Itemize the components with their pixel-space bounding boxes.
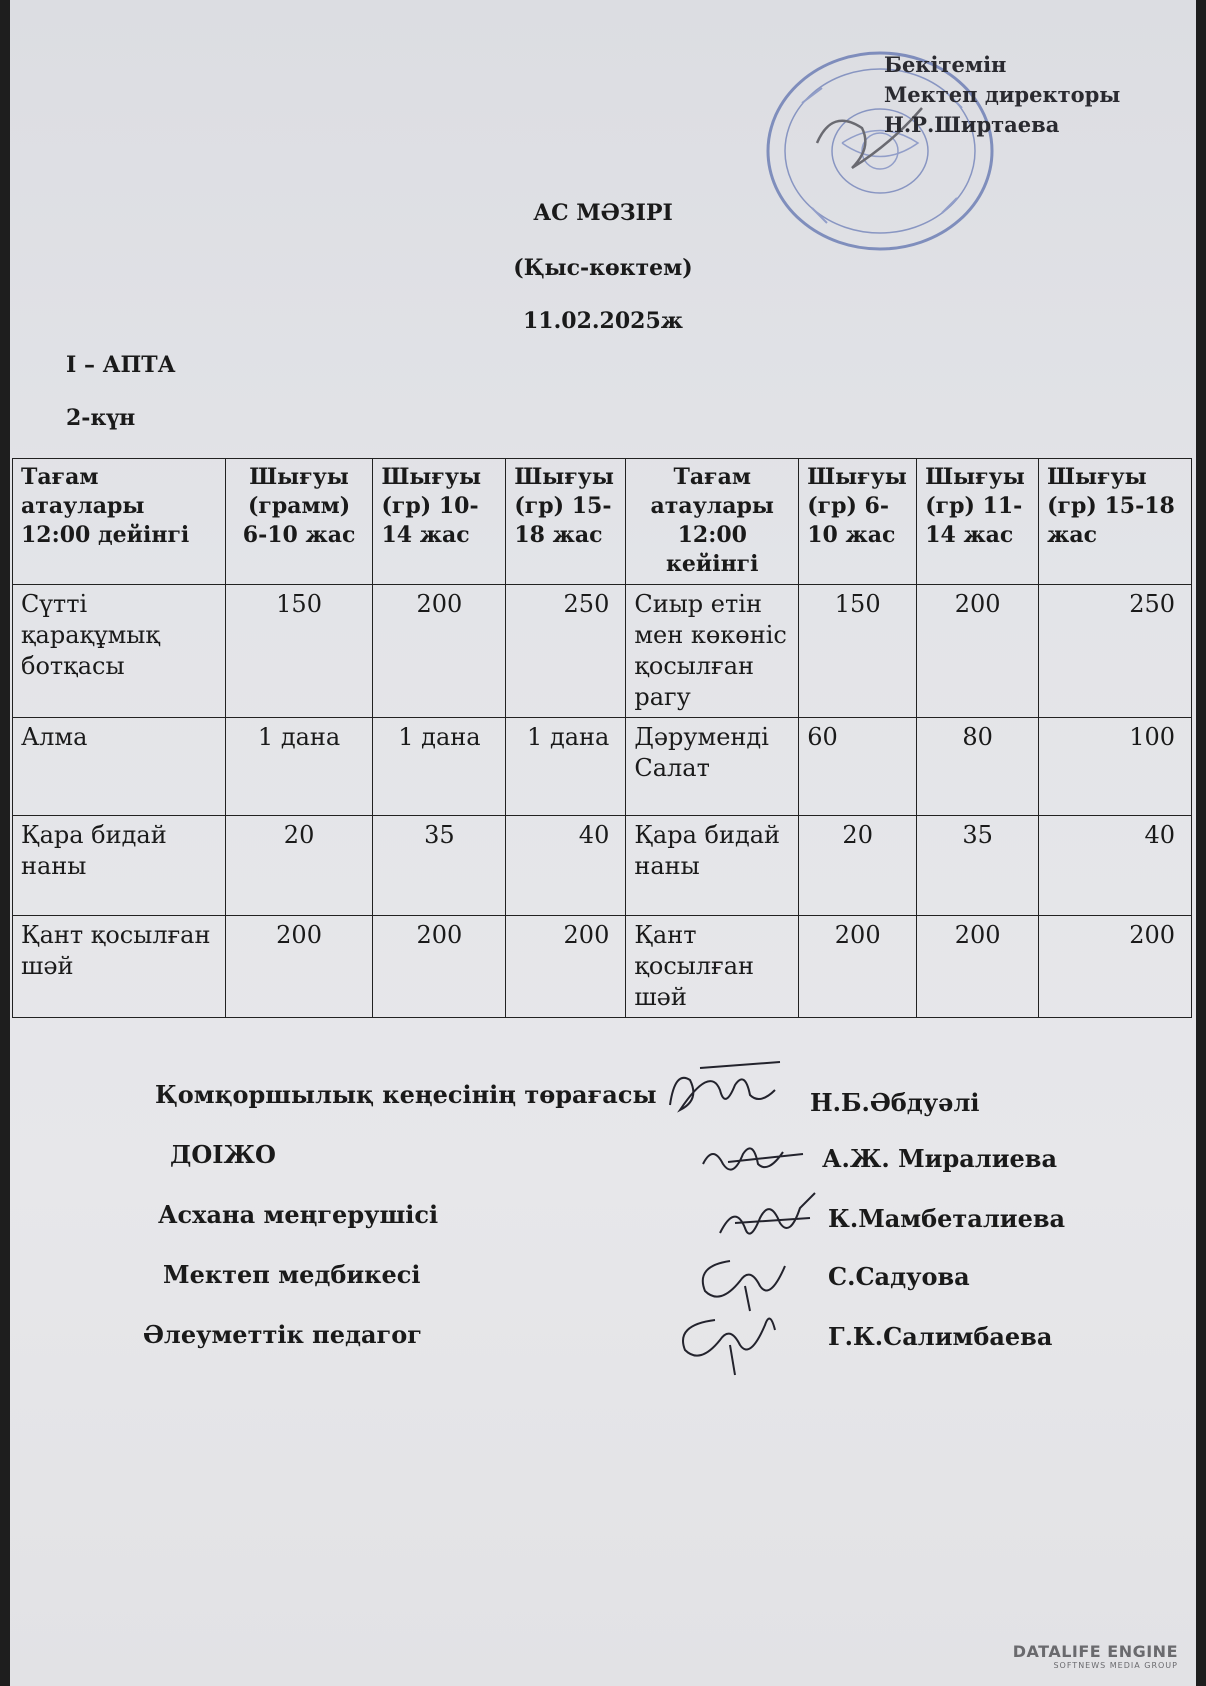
signature-name: А.Ж. Миралиева [822,1144,1058,1173]
signature-role: Қомқоршылық кеңесінің төрағасы [155,1080,657,1109]
table-cell: 200 [506,916,626,1018]
table-cell: 35 [917,816,1039,916]
header-cell: Шығуы (гр) 10-14 жас [373,459,506,585]
signature-role: Асхана меңгерушісі [158,1200,439,1229]
signature-name: С.Садуова [828,1262,970,1291]
table-cell: 200 [799,916,917,1018]
table-cell: 200 [373,916,506,1018]
menu-table [12,458,1192,1018]
table-cell: Қант қосылған шәй [626,916,799,1018]
table-header-row [13,459,1192,585]
season-label: (Қыс-көктем) [513,255,693,281]
table-cell: 1 дана [506,718,626,816]
approval-line-3: Н.Р.Ширтаева [884,112,1060,137]
signature-name: Г.К.Салимбаева [828,1322,1053,1351]
table-cell: 20 [225,816,373,916]
table-cell: 1 дана [373,718,506,816]
handwritten-signature [715,1188,825,1248]
header-cell: Шығуы (гр) 11-14 жас [917,459,1039,585]
approval-block [884,50,1120,140]
table-cell: Қант қосылған шәй [13,916,226,1018]
table-cell: Дәруменді Салат [626,718,799,816]
signature-role: Мектеп медбикесі [163,1260,421,1289]
table-cell: Қара бидай наны [626,816,799,916]
table-cell: 200 [917,585,1039,718]
table-cell: Қара бидай наны [13,816,226,916]
document-page [10,0,1196,1686]
table-cell: 35 [373,816,506,916]
approval-line-2: Мектеп директоры [884,82,1121,107]
signature-role: Әлеуметтік педагог [143,1320,422,1349]
header-cell: Шығуы (гр) 15-18 жас [1039,459,1192,585]
watermark-subtitle: SOFTNEWS MEDIA GROUP [1053,1661,1178,1670]
table-cell: 60 [799,718,917,816]
table-cell: 20 [799,816,917,916]
signature-name: К.Мамбеталиева [828,1204,1066,1233]
day-label: 2-күн [66,405,136,431]
week-label: І – АПТА [66,352,176,378]
header-cell: Шығуы (гр) 6-10 жас [799,459,917,585]
table-cell: Сиыр етін мен көкөніс қосылған рагу [626,585,799,718]
table-cell: 40 [1039,816,1192,916]
signature-row [10,1200,1196,1250]
table-row [13,718,1192,816]
watermark-title: DATALIFE ENGINE [1012,1642,1178,1661]
table-cell: 1 дана [225,718,373,816]
table-cell: 250 [1039,585,1192,718]
signature-row [10,1140,1196,1190]
signature-row [10,1260,1196,1310]
table-cell: 200 [1039,916,1192,1018]
signature-row [10,1080,1196,1130]
watermark [1013,1642,1178,1670]
table-cell: 40 [506,816,626,916]
table-cell: Сүтті қарақұмық ботқасы [13,585,226,718]
table-cell: 200 [373,585,506,718]
table-row [13,585,1192,718]
menu-date: 11.02.2025ж [523,308,683,334]
table-cell: 200 [225,916,373,1018]
header-cell: Тағам атаулары 12:00 дейінгі [13,459,226,585]
header-cell: Шығуы (гр) 15-18 жас [506,459,626,585]
table-cell: 80 [917,718,1039,816]
document-title: АС МӘЗІРІ [533,200,673,226]
table-cell: 200 [917,916,1039,1018]
handwritten-signature [660,1060,790,1120]
handwritten-signature [670,1300,790,1380]
signature-role: ДОІЖО [170,1140,276,1169]
table-cell: 150 [799,585,917,718]
table-row [13,916,1192,1018]
header-cell: Шығуы (грамм) 6-10 жас [225,459,373,585]
signature-name: Н.Б.Әбдуәлі [810,1088,980,1117]
signature-row [10,1320,1196,1370]
table-row [13,816,1192,916]
table-cell: 150 [225,585,373,718]
approval-line-1: Бекітемін [884,52,1007,77]
table-cell: 100 [1039,718,1192,816]
header-cell: Тағам атаулары 12:00 кейінгі [626,459,799,585]
handwritten-signature [698,1134,808,1184]
table-cell: Алма [13,718,226,816]
table-cell: 250 [506,585,626,718]
